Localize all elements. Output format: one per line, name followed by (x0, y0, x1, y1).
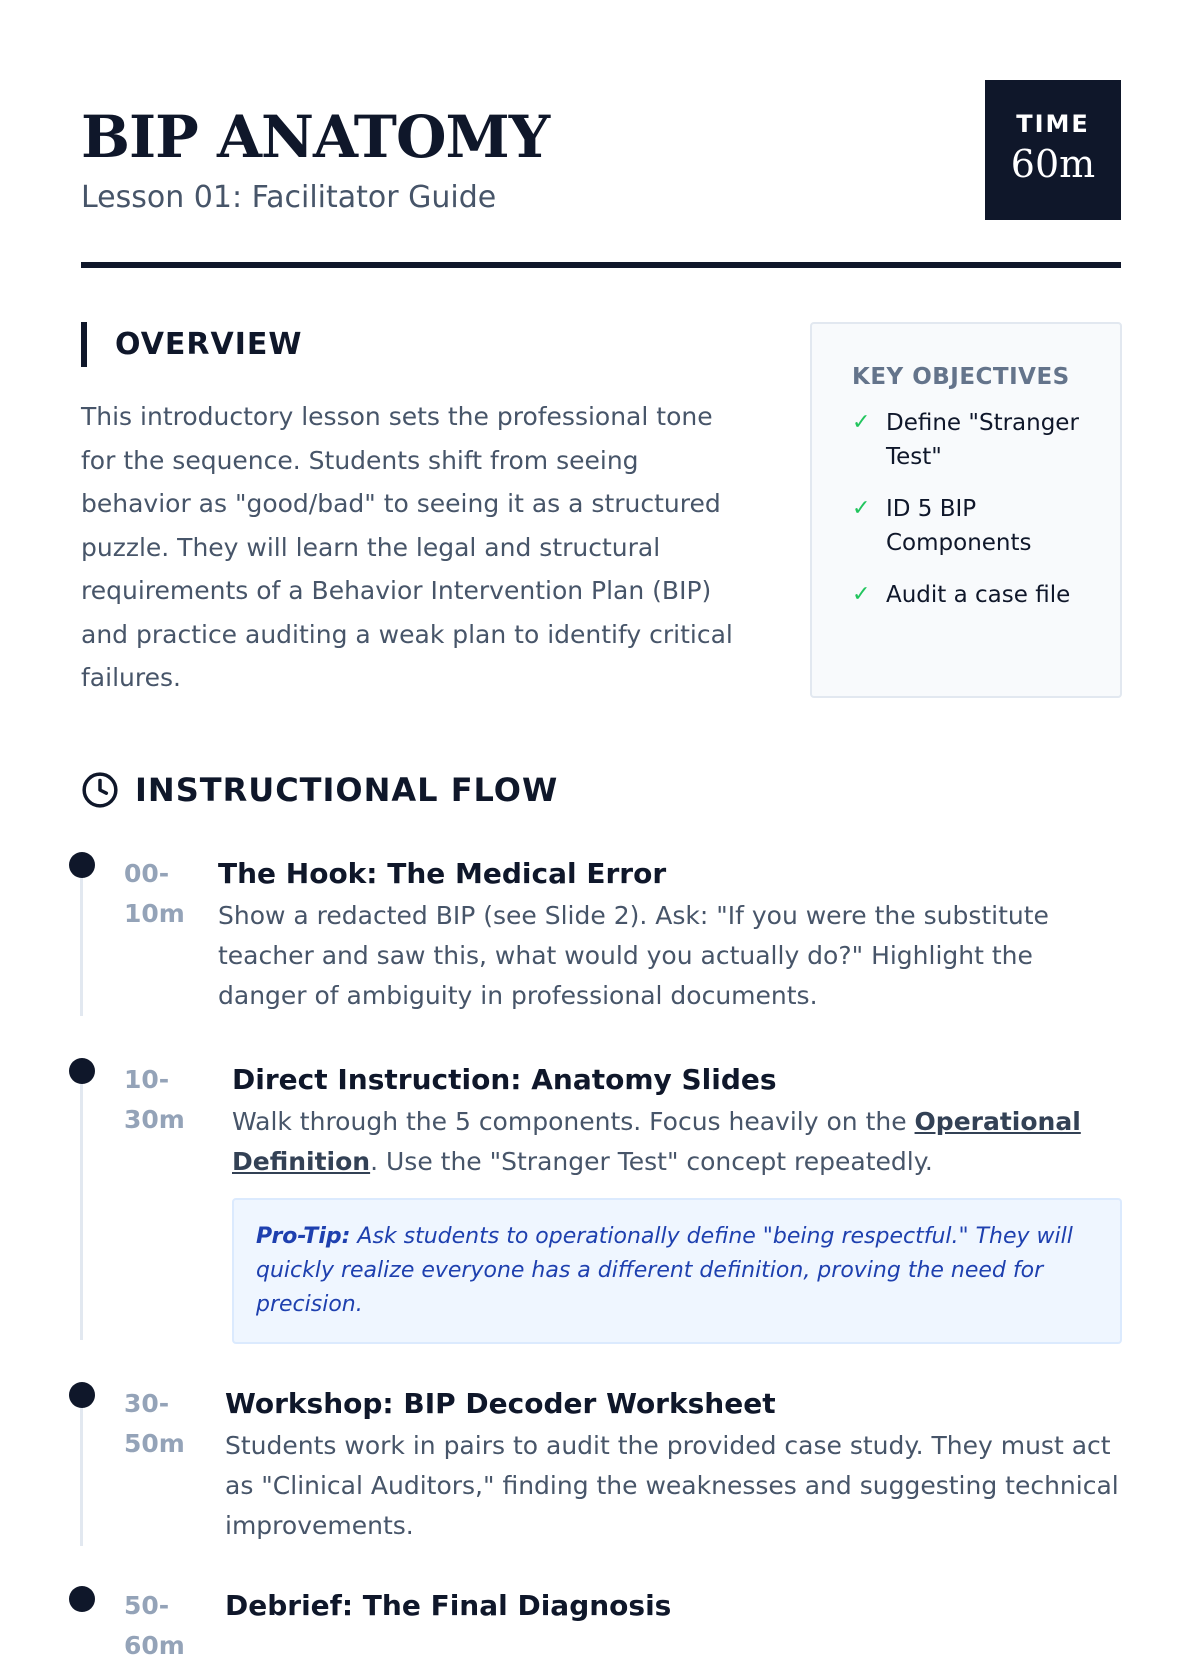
step-heading: The Hook: The Medical Error (218, 857, 667, 890)
step-text-part: . Use the "Stranger Test" concept repeatedly. (370, 1147, 933, 1176)
timeline-dot (69, 1382, 95, 1408)
clock-icon (81, 771, 119, 809)
timeline-time: 50-60m (124, 1591, 185, 1660)
timeline-step (218, 854, 1122, 1016)
step-heading: Debrief: The Final Diagnosis (225, 1589, 672, 1622)
header-divider (81, 262, 1121, 268)
step-heading: Direct Instruction: Anatomy Slides (232, 1063, 777, 1096)
time-badge (985, 80, 1121, 220)
step-text-part: Walk through the 5 components. Focus heavily on the (232, 1107, 915, 1136)
instructional-flow-heading (81, 770, 558, 810)
objective-item (852, 406, 1090, 474)
objective-text: Audit a case file (886, 582, 1071, 608)
checkmark-icon: ✓ (852, 582, 871, 607)
timeline-step (232, 1060, 1122, 1344)
pro-tip-text: Ask students to operationally define "being respectful." They will quickly realize everyone has a different definition, proving the need for precision. (256, 1224, 1073, 1317)
timeline-step (225, 1586, 1122, 1622)
timeline-dot (69, 1058, 95, 1084)
objective-item (852, 578, 1090, 612)
timeline-line (80, 1070, 83, 1340)
step-text: Show a redacted BIP (see Slide 2). Ask: "If you were the substitute teacher and saw this, what would you actually do?" Highlight the danger of ambiguity in professional documents. (218, 901, 1049, 1010)
page-header (81, 80, 1121, 268)
checkmark-icon: ✓ (852, 410, 871, 435)
timeline-time: 00-10m (124, 859, 185, 928)
flow-title-text: INSTRUCTIONAL FLOW (135, 771, 559, 809)
operational-definition-emphasis: Operational Definition (232, 1107, 1081, 1176)
step-text: Students work in pairs to audit the provided case study. They must act as "Clinical Auditors," finding the weaknesses and suggesting technical improvements. (225, 1431, 1119, 1540)
step-text (232, 1102, 1122, 1182)
timeline-time: 10-30m (124, 1065, 185, 1134)
time-value: 60m (1010, 142, 1096, 186)
timeline-line (80, 1394, 83, 1546)
page-title: BIP ANATOMY (81, 103, 550, 171)
page-subtitle: Lesson 01: Facilitator Guide (81, 180, 497, 215)
pro-tip-label: Pro-Tip: (256, 1224, 351, 1249)
timeline-dot (69, 852, 95, 878)
timeline-line (80, 864, 83, 1016)
pro-tip-box (232, 1198, 1122, 1344)
time-label: TIME (1016, 110, 1090, 138)
objectives-heading: KEY OBJECTIVES (852, 364, 1070, 390)
objective-text: ID 5 BIP Components (886, 496, 1032, 556)
objective-text: Define "Stranger Test" (886, 410, 1079, 470)
objective-item (852, 492, 1090, 560)
timeline-time: 30-50m (124, 1389, 185, 1458)
timeline-step (225, 1384, 1122, 1546)
overview-heading: OVERVIEW (81, 322, 302, 367)
overview-text: This introductory lesson sets the professional tone for the sequence. Students shift from seeing behavior as "good/bad" to seeing it as a structured puzzle. They will learn the legal and structural requirements of a Behavior Intervention Plan (BIP) and practice auditing a weak plan to identify critical failures. (81, 402, 733, 692)
key-objectives-card (810, 322, 1122, 698)
timeline-dot (69, 1586, 95, 1612)
checkmark-icon: ✓ (852, 496, 871, 521)
step-heading: Workshop: BIP Decoder Worksheet (225, 1387, 776, 1420)
